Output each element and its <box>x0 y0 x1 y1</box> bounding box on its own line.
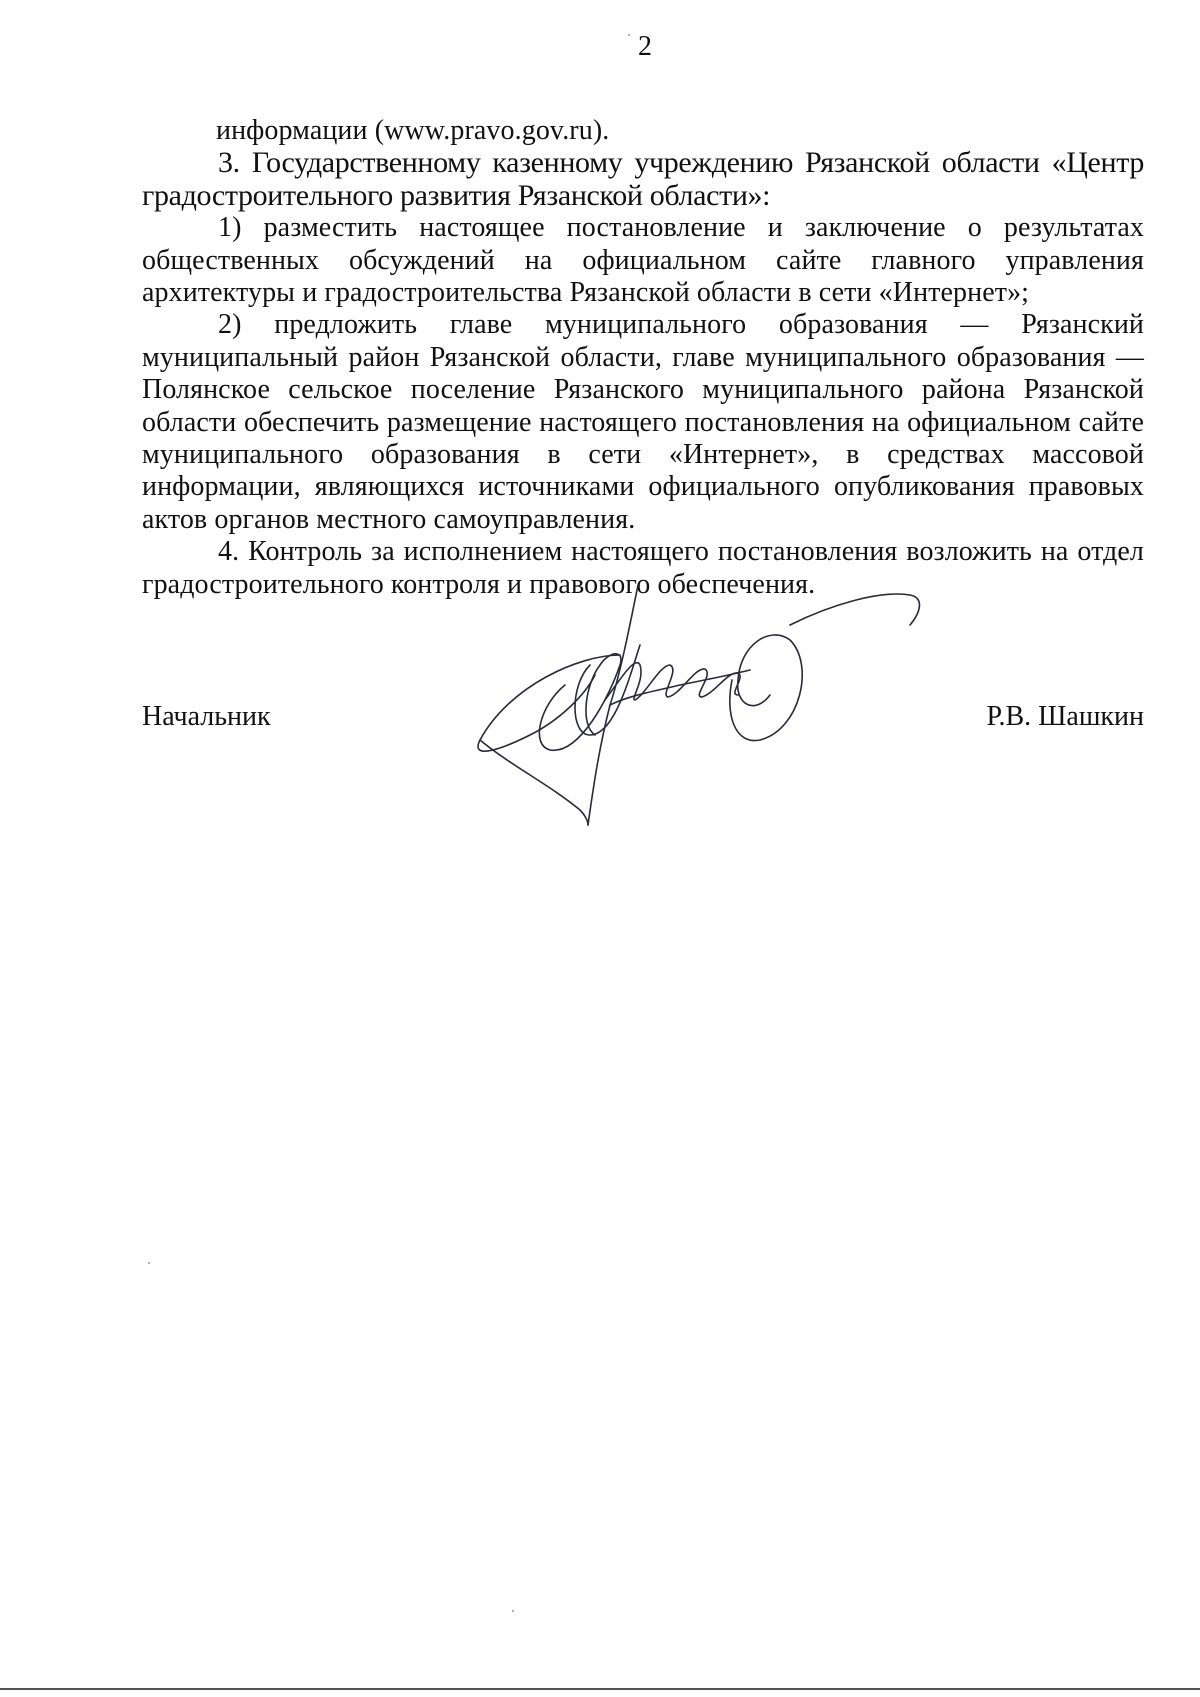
page-number: 2 <box>638 31 652 62</box>
paragraph-subitem-2: 2) предложить главе муниципального образования — Рязанский муниципальный район Рязанской области, главе муниципального образования — Полянское сельское поселение Рязанского муниципального района Рязанской области обеспечить размещение настоящего постановления на официальном сайте муниципального образования в сети «Интернет», в средствах массовой информации, являющихся источниками официального опубликования правовых актов органов местного самоуправления. <box>142 309 1144 535</box>
signature-block <box>142 700 1144 740</box>
scan-speck <box>148 1262 150 1264</box>
scan-speck <box>628 34 630 36</box>
scan-edge-line <box>0 1688 1200 1690</box>
paragraph-subitem-1: 1) разместить настоящее постановление и заключение о результатах общественных обсуждений на официальном сайте главного управления архитектуры и градостроительства Рязанской области в сети «Интернет»; <box>142 212 1144 309</box>
signatory-name: Р.В. Шашкин <box>986 701 1144 732</box>
paragraph-continuation: информации (www.pravo.gov.ru). <box>216 115 610 146</box>
document-body <box>142 115 1144 601</box>
scan-speck <box>512 1610 514 1612</box>
paragraph-item-3: 3. Государственному казенному учреждению Рязанской области «Центр градостроительного развития Рязанской области»: <box>142 146 1144 212</box>
paragraph-item-4: 4. Контроль за исполнением настоящего постановления возложить на отдел градостроительного контроля и правового обеспечения. <box>142 536 1144 600</box>
signatory-position: Начальник <box>142 701 271 732</box>
